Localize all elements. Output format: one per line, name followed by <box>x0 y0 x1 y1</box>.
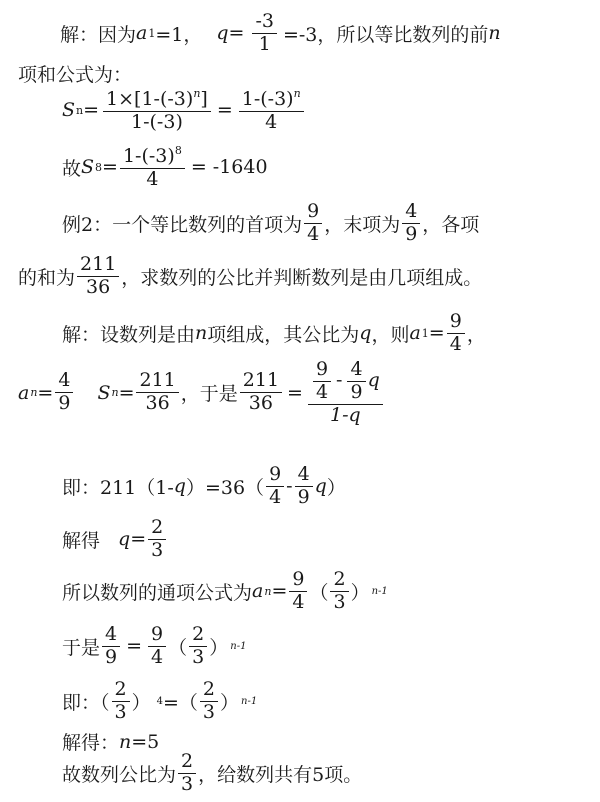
line-13 <box>62 680 257 723</box>
numerator: 4 <box>350 358 363 380</box>
denominator: 3 <box>114 700 127 723</box>
fraction <box>77 255 119 298</box>
text: 项组成，其公比为 <box>207 323 360 346</box>
text: 于是 <box>62 636 101 659</box>
numerator: 4 <box>297 463 310 485</box>
superscript: n-1 <box>241 695 258 707</box>
var-a: a <box>136 22 148 45</box>
numerator: 4 <box>405 200 418 222</box>
denominator: 4 <box>151 645 164 668</box>
text: ）=36（ <box>185 476 265 499</box>
denominator: 9 <box>105 645 118 668</box>
text: ） <box>326 476 346 499</box>
fraction <box>266 465 284 508</box>
text: ，末项为 <box>324 213 401 236</box>
paren: （ <box>168 636 188 659</box>
text: 即：（ <box>62 691 110 714</box>
paren: ） <box>350 581 370 604</box>
numerator: 2 <box>202 678 216 700</box>
fraction <box>148 518 166 561</box>
subscript: 1 <box>148 26 156 40</box>
denominator: 3 <box>333 590 346 613</box>
denominator: 9 <box>405 222 418 245</box>
line-9 <box>62 465 346 508</box>
line-7 <box>62 312 486 355</box>
text: 例2：一个等比数列的首项为 <box>62 213 303 236</box>
subscript: n <box>76 103 84 117</box>
var-q: q <box>359 322 372 345</box>
fraction <box>200 680 218 723</box>
var-q: q <box>216 22 229 45</box>
num-text: 1×[1-(-3) <box>106 88 194 110</box>
denominator: 1-q <box>330 403 361 426</box>
fraction <box>252 12 277 55</box>
text: ，求数列的公比并判断数列是由几项组成。 <box>121 266 483 289</box>
superscript: n <box>293 87 301 100</box>
equals: = <box>83 99 100 122</box>
text: 解得 <box>62 529 101 552</box>
text: 即：211（1- <box>62 476 174 499</box>
text: 的和为 <box>18 266 76 289</box>
superscript: n-1 <box>230 640 247 652</box>
text: =-3，所以等比数列的前 <box>282 23 489 46</box>
fraction <box>103 88 211 133</box>
denominator: 9 <box>297 485 310 508</box>
line-8 <box>18 360 385 426</box>
numerator: 2 <box>333 568 346 590</box>
line-6 <box>18 255 482 298</box>
minus: - <box>336 369 343 392</box>
line-15 <box>62 752 362 795</box>
numerator: 9 <box>315 358 329 380</box>
numerator: -3 <box>255 10 274 32</box>
denominator: 1 <box>258 32 271 55</box>
line-3 <box>62 88 306 133</box>
paren: （ <box>309 581 329 604</box>
numerator <box>103 88 211 111</box>
var-S: S <box>81 156 95 179</box>
fraction <box>240 371 282 414</box>
equals: = <box>287 381 303 404</box>
denominator: 4 <box>269 485 282 508</box>
denominator: 9 <box>350 380 363 403</box>
fraction <box>347 360 365 403</box>
fraction <box>402 202 420 245</box>
text: 项和公式为： <box>18 64 133 86</box>
line-2 <box>18 60 132 87</box>
denominator: 3 <box>202 700 216 723</box>
numerator: 2 <box>151 516 164 538</box>
subscript: 8 <box>95 160 103 174</box>
text: =5 <box>131 730 160 753</box>
fraction <box>136 371 178 414</box>
denominator: 4 <box>315 380 329 403</box>
num-text: 1-(-3) <box>241 88 294 110</box>
text: 解：设数列是由 <box>62 323 196 346</box>
fraction <box>112 680 130 723</box>
line-1 <box>60 12 501 55</box>
line-11 <box>62 570 388 613</box>
compound-fraction <box>308 360 383 426</box>
var-q: q <box>173 475 186 498</box>
denominator: 36 <box>248 392 273 415</box>
subscript: n <box>30 386 38 400</box>
text: 所以数列的通项公式为 <box>62 581 253 604</box>
text: ， <box>466 323 486 346</box>
denominator: 3 <box>151 538 164 561</box>
fraction <box>289 570 307 613</box>
numerator: 9 <box>269 463 282 485</box>
numerator: 211 <box>242 369 280 392</box>
var-a: a <box>18 381 30 404</box>
numerator: 9 <box>449 310 462 332</box>
paren: ） <box>220 691 240 714</box>
numerator: 2 <box>114 678 127 700</box>
text: = -1640 <box>190 156 268 179</box>
text: 故 <box>62 157 82 180</box>
fraction <box>304 202 322 245</box>
denominator: 3 <box>192 645 205 668</box>
fraction <box>295 465 313 508</box>
text: ，于是 <box>180 383 238 406</box>
numerator <box>239 88 304 111</box>
num-text: 1-(-3) <box>122 145 175 167</box>
subscript: 1 <box>421 326 429 340</box>
denominator: 36 <box>86 275 111 298</box>
text: 解得： <box>62 732 120 754</box>
text: ，则 <box>371 323 410 346</box>
superscript: n-1 <box>371 585 388 597</box>
numerator: 4 <box>105 623 118 645</box>
fraction <box>148 625 166 668</box>
subscript: n <box>111 386 119 400</box>
equals: = <box>130 528 147 551</box>
var-q: q <box>367 369 380 392</box>
text: 故数列公比为 <box>62 763 177 786</box>
fraction <box>102 625 120 668</box>
var-S: S <box>62 99 76 122</box>
var-q: q <box>314 475 327 498</box>
subscript: n <box>264 584 272 598</box>
equals: = <box>428 322 445 345</box>
text: 解：因为 <box>60 23 137 46</box>
fraction <box>313 360 331 403</box>
numerator <box>308 360 383 404</box>
equals: = <box>126 635 143 658</box>
line-4 <box>62 145 268 190</box>
superscript: n <box>193 87 201 100</box>
equals: = <box>37 381 54 404</box>
var-n: n <box>488 22 501 45</box>
denominator: 1-(-3) <box>131 110 183 133</box>
var-S: S <box>97 381 111 404</box>
text: ，给数列共有5项。 <box>198 763 363 786</box>
paren: ） <box>209 636 229 659</box>
fraction <box>447 312 465 355</box>
line-12 <box>62 625 246 668</box>
equals: = <box>228 22 245 45</box>
fraction <box>55 371 73 414</box>
minus: - <box>286 475 293 498</box>
equals: = <box>102 156 118 179</box>
denominator: 4 <box>146 167 159 190</box>
denominator: 3 <box>181 772 194 795</box>
var-n: n <box>119 730 132 753</box>
text: =1， <box>155 23 203 46</box>
fraction <box>189 625 207 668</box>
denominator: 9 <box>58 392 71 415</box>
var-q: q <box>118 528 131 551</box>
var-n: n <box>195 322 208 345</box>
equals: = <box>271 580 288 603</box>
denominator: 4 <box>449 332 462 355</box>
fraction <box>239 88 304 133</box>
equals: =（ <box>163 691 198 714</box>
equals: = <box>216 99 233 122</box>
numerator: 2 <box>181 750 194 772</box>
numerator: 211 <box>80 253 117 275</box>
numerator: 9 <box>307 200 320 222</box>
denominator: 4 <box>265 110 278 133</box>
fraction <box>330 570 348 613</box>
superscript: 8 <box>174 144 182 157</box>
numerator: 211 <box>139 369 176 392</box>
var-a: a <box>252 580 264 603</box>
text: ，各项 <box>422 213 480 236</box>
numerator: 9 <box>292 568 305 590</box>
line-10 <box>62 518 168 561</box>
var-a: a <box>409 322 421 345</box>
equals: = <box>118 381 135 404</box>
denominator: 4 <box>292 590 305 613</box>
denominator: 36 <box>145 392 170 415</box>
denominator: 4 <box>307 222 320 245</box>
numerator: 9 <box>151 623 164 645</box>
numerator <box>120 145 185 168</box>
superscript: 4 <box>156 695 163 707</box>
fraction <box>178 752 196 795</box>
num-text: ] <box>200 88 208 110</box>
line-5 <box>62 202 479 245</box>
line-14 <box>62 728 159 755</box>
paren: ） <box>131 691 151 714</box>
numerator: 2 <box>192 623 205 645</box>
fraction <box>120 145 185 190</box>
numerator: 4 <box>58 369 71 392</box>
